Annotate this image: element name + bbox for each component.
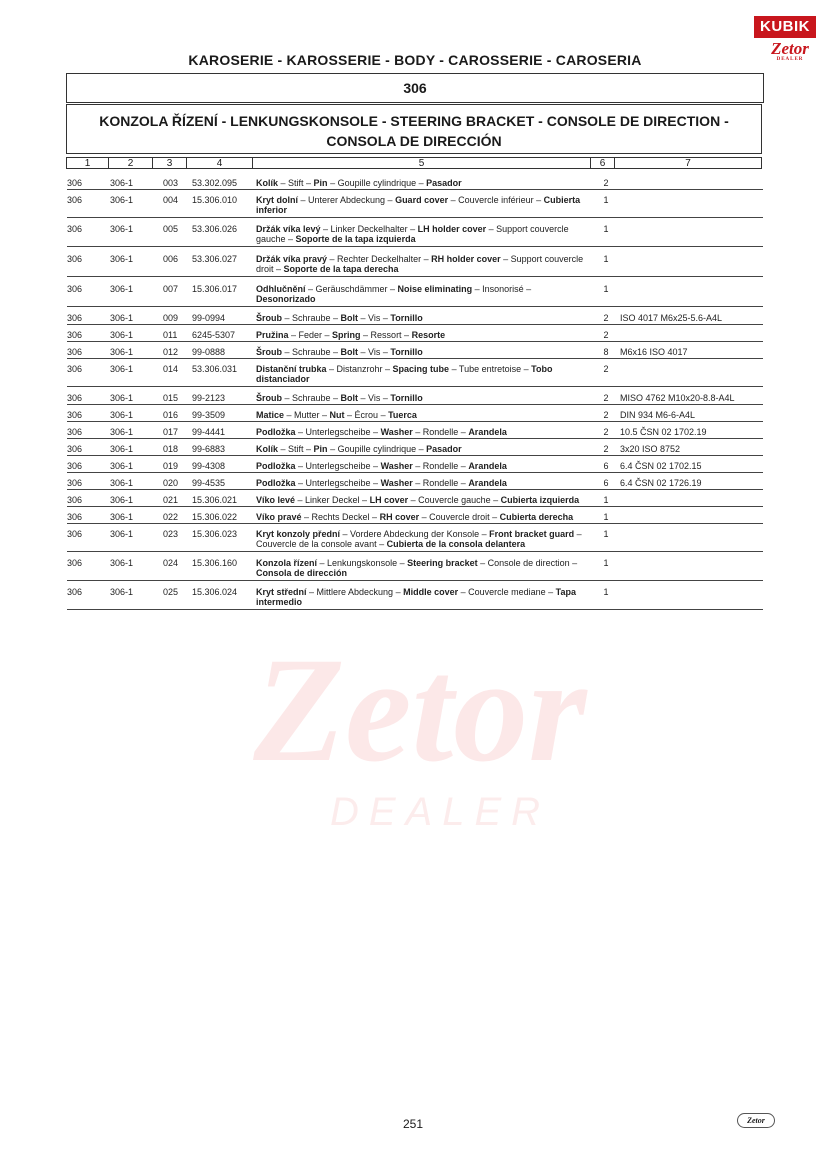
section-title-line2: CONSOLA DE DIRECCIÓN (326, 133, 502, 149)
description-part-e: Bolt (340, 313, 359, 323)
description-part-f: Tornillo (390, 347, 423, 357)
cell-description (256, 330, 586, 340)
cell-c2: 306-1 (110, 410, 134, 420)
description-part-e: Washer (380, 427, 413, 437)
cell-c4: 15.306.022 (192, 512, 238, 522)
kubik-logo: KUBIK (754, 16, 816, 38)
description-part-d: – Unterlegscheibe – (295, 461, 381, 471)
description-part-f: Cubierta inferior (256, 195, 581, 215)
cell-c4: 6245-5307 (192, 330, 236, 340)
description-part-d2: – Vis – (358, 393, 391, 403)
cell-quantity: 1 (603, 495, 609, 505)
cell-c4: 99-0888 (192, 347, 226, 357)
cell-description (256, 254, 586, 274)
cell-note: MISO 4762 M10x20-8.8-A4L (620, 393, 735, 403)
description-part-b: Kolík (256, 444, 279, 454)
cell-description (256, 393, 586, 403)
cell-quantity: 1 (603, 224, 609, 234)
cell-quantity: 2 (603, 393, 609, 403)
column-header-2: 2 (108, 157, 152, 169)
description-part-f: Arandela (468, 427, 507, 437)
cell-description (256, 364, 586, 384)
cell-description (256, 347, 586, 357)
row-rule (67, 438, 763, 439)
cell-quantity: 1 (603, 558, 609, 568)
row-rule (67, 489, 763, 490)
cell-description (256, 529, 586, 549)
cell-quantity: 1 (603, 254, 609, 264)
description-part-e: Washer (380, 478, 413, 488)
row-rule (67, 609, 763, 610)
description-part-b: Držák víka levý (256, 224, 321, 234)
row-rule (67, 455, 763, 456)
cell-c1: 306 (67, 224, 83, 234)
description-part-b: Distanční trubka (256, 364, 327, 374)
cell-quantity: 1 (603, 587, 609, 597)
cell-quantity: 8 (603, 347, 609, 357)
cell-quantity: 1 (603, 284, 609, 294)
column-header-7: 7 (614, 157, 762, 169)
description-part-b: Kryt dolní (256, 195, 298, 205)
row-rule (67, 472, 763, 473)
cell-description (256, 558, 586, 578)
description-part-d2: – Console de direction – (477, 558, 578, 568)
cell-c4: 15.306.010 (192, 195, 238, 205)
description-part-b: Kryt střední (256, 587, 307, 597)
description-part-d2: – Rondelle – (412, 461, 469, 471)
page-header-title: KAROSERIE - KAROSSERIE - BODY - CAROSSERIE - CAROSERIA (188, 52, 642, 68)
row-rule (67, 404, 763, 405)
cell-c4: 53.302.095 (192, 178, 238, 188)
description-part-b: Šroub (256, 347, 282, 357)
cell-note: ISO 4017 M6x25-5.6-A4L (620, 313, 723, 323)
column-header-5: 5 (252, 157, 590, 169)
description-part-b: Odhlučnění (256, 284, 306, 294)
cell-c2: 306-1 (110, 444, 134, 454)
row-rule (67, 306, 763, 307)
cell-c2: 306-1 (110, 529, 134, 539)
description-part-d: – Linker Deckelhalter – (320, 224, 418, 234)
description-part-d2: – Couvercle droit – (419, 512, 500, 522)
cell-c2: 306-1 (110, 195, 134, 205)
description-part-b: Podložka (256, 427, 296, 437)
description-part-d2: – Vis – (358, 347, 391, 357)
description-part-d: – Schraube – (282, 313, 341, 323)
cell-c4: 99-6883 (192, 444, 226, 454)
description-part-d: – Unterlegscheibe – (295, 478, 381, 488)
cell-c3: 003 (163, 178, 179, 188)
description-part-e: Spacing tube (392, 364, 450, 374)
description-part-e: Nut (329, 410, 345, 420)
row-rule (67, 358, 763, 359)
cell-c1: 306 (67, 178, 83, 188)
cell-c1: 306 (67, 461, 83, 471)
cell-c4: 15.306.023 (192, 529, 238, 539)
cell-description (256, 178, 586, 188)
description-part-d: – Mutter – (284, 410, 330, 420)
description-part-f: Pasador (426, 178, 462, 188)
description-part-d2: – Tube entretoise – (449, 364, 532, 374)
description-part-b: Matice (256, 410, 285, 420)
cell-c3: 009 (163, 313, 179, 323)
cell-c2: 306-1 (110, 284, 134, 294)
cell-quantity: 1 (603, 529, 609, 539)
section-title-line1: KONZOLA ŘÍZENÍ - LENKUNGSKONSOLE - STEERING BRACKET - CONSOLE DE DIRECTION - (99, 113, 729, 129)
cell-c4: 15.306.160 (192, 558, 238, 568)
cell-note: M6x16 ISO 4017 (620, 347, 688, 357)
cell-quantity: 2 (603, 444, 609, 454)
description-part-b: Pružina (256, 330, 289, 340)
description-part-d: – Stift – (278, 444, 314, 454)
description-part-e: Front bracket guard (489, 529, 575, 539)
cell-quantity: 1 (603, 195, 609, 205)
cell-c2: 306-1 (110, 393, 134, 403)
description-part-f: Consola de dirección (256, 568, 348, 578)
row-rule (67, 421, 763, 422)
cell-c2: 306-1 (110, 254, 134, 264)
cell-quantity: 2 (603, 410, 609, 420)
cell-c2: 306-1 (110, 512, 134, 522)
description-part-d2: – Goupille cylindrique – (327, 178, 427, 188)
cell-c2: 306-1 (110, 558, 134, 568)
cell-quantity: 1 (603, 512, 609, 522)
cell-c1: 306 (67, 313, 83, 323)
cell-c1: 306 (67, 529, 83, 539)
description-part-f: Tapa intermedio (256, 587, 576, 607)
cell-description (256, 587, 586, 607)
cell-c3: 005 (163, 224, 179, 234)
cell-c3: 018 (163, 444, 179, 454)
description-part-d: – Lenkungskonsole – (317, 558, 408, 568)
cell-c3: 012 (163, 347, 179, 357)
description-part-f: Cubierta derecha (499, 512, 574, 522)
description-part-d: – Rechts Deckel – (301, 512, 380, 522)
cell-c3: 023 (163, 529, 179, 539)
description-part-e: LH cover (369, 495, 409, 505)
cell-c3: 020 (163, 478, 179, 488)
cell-c2: 306-1 (110, 313, 134, 323)
cell-c3: 014 (163, 364, 179, 374)
section-title-box (66, 104, 762, 154)
description-part-f: Soporte de la tapa izquierda (295, 234, 416, 244)
cell-c4: 15.306.024 (192, 587, 238, 597)
cell-c4: 15.306.021 (192, 495, 238, 505)
description-part-d: – Rechter Deckelhalter – (327, 254, 432, 264)
cell-quantity: 2 (603, 313, 609, 323)
cell-description (256, 313, 586, 323)
zetor-watermark (140, 620, 700, 840)
cell-c4: 99-4441 (192, 427, 226, 437)
description-part-f: Cubierta izquierda (500, 495, 580, 505)
description-part-b: Šroub (256, 393, 282, 403)
row-rule (67, 217, 763, 218)
cell-description (256, 224, 586, 244)
cell-c4: 99-3509 (192, 410, 226, 420)
description-part-f: Soporte de la tapa derecha (283, 264, 399, 274)
description-part-e: LH holder cover (417, 224, 487, 234)
description-part-b: Víko levé (256, 495, 296, 505)
description-part-d2: – Vis – (358, 313, 391, 323)
description-part-b: Podložka (256, 478, 296, 488)
description-part-b: Držák víka pravý (256, 254, 328, 264)
cell-note: 6.4 ČSN 02 1702.15 (620, 461, 702, 471)
description-part-d: – Mittlere Abdeckung – (306, 587, 404, 597)
cell-c4: 15.306.017 (192, 284, 238, 294)
group-number-box: 306 (66, 73, 764, 103)
row-rule (67, 386, 763, 387)
cell-c4: 53.306.026 (192, 224, 238, 234)
cell-quantity: 2 (603, 178, 609, 188)
cell-description (256, 478, 586, 488)
cell-c2: 306-1 (110, 495, 134, 505)
description-part-d: – Stift – (278, 178, 314, 188)
description-part-f: Tornillo (390, 313, 423, 323)
row-rule (67, 324, 763, 325)
cell-quantity: 6 (603, 461, 609, 471)
column-header-6: 6 (590, 157, 614, 169)
cell-c1: 306 (67, 347, 83, 357)
cell-c2: 306-1 (110, 224, 134, 234)
description-part-d2: – Rondelle – (412, 427, 469, 437)
cell-description (256, 427, 586, 437)
cell-quantity: 2 (603, 330, 609, 340)
cell-quantity: 2 (603, 427, 609, 437)
page-number: 251 (402, 1117, 424, 1131)
cell-c3: 011 (163, 330, 178, 340)
description-part-f: Cubierta de la consola delantera (386, 539, 526, 549)
cell-description (256, 495, 586, 505)
cell-c3: 022 (163, 512, 179, 522)
cell-quantity: 6 (603, 478, 609, 488)
cell-c1: 306 (67, 254, 83, 264)
cell-c3: 006 (163, 254, 179, 264)
cell-c2: 306-1 (110, 478, 134, 488)
cell-c3: 017 (163, 427, 179, 437)
cell-c3: 015 (163, 393, 179, 403)
cell-description (256, 410, 586, 420)
description-part-f: Arandela (468, 461, 507, 471)
description-part-d2: – Insonorisé – (472, 284, 532, 294)
cell-c4: 53.306.027 (192, 254, 238, 264)
description-part-e: Guard cover (395, 195, 449, 205)
cell-c1: 306 (67, 444, 83, 454)
description-part-d: – Schraube – (282, 393, 341, 403)
description-part-e: RH cover (379, 512, 420, 522)
description-part-e: Washer (380, 461, 413, 471)
row-rule (67, 276, 763, 277)
column-header-1: 1 (66, 157, 108, 169)
cell-c2: 306-1 (110, 178, 134, 188)
cell-c3: 007 (163, 284, 179, 294)
cell-c3: 004 (163, 195, 179, 205)
description-part-d2: – Écrou – (344, 410, 389, 420)
description-part-e: Pin (313, 444, 328, 454)
description-part-e: Bolt (340, 393, 359, 403)
description-part-d: – Geräuschdämmer – (305, 284, 398, 294)
cell-note: 10.5 ČSN 02 1702.19 (620, 427, 707, 437)
cell-c4: 99-4308 (192, 461, 226, 471)
description-part-d2: – Couvercle inférieur – (448, 195, 544, 205)
description-part-f: Arandela (468, 478, 507, 488)
cell-c3: 019 (163, 461, 179, 471)
cell-description (256, 195, 586, 215)
description-part-b: Kryt konzoly přední (256, 529, 341, 539)
description-part-d2: – Goupille cylindrique – (327, 444, 427, 454)
cell-c2: 306-1 (110, 427, 134, 437)
description-part-d2: – Couvercle gauche – (408, 495, 501, 505)
cell-c3: 016 (163, 410, 179, 420)
cell-c1: 306 (67, 478, 83, 488)
cell-c1: 306 (67, 364, 83, 374)
cell-c3: 025 (163, 587, 179, 597)
description-part-d2: – Support couvercle droit – (256, 254, 584, 274)
cell-note: 6.4 ČSN 02 1726.19 (620, 478, 702, 488)
description-part-d: – Unterlegscheibe – (295, 427, 381, 437)
description-part-f: Desonorizado (256, 294, 316, 304)
cell-c2: 306-1 (110, 587, 134, 597)
cell-c2: 306-1 (110, 364, 134, 374)
description-part-d: – Schraube – (282, 347, 341, 357)
description-part-f: Tobo distanciador (256, 364, 553, 384)
description-part-e: Spring (332, 330, 361, 340)
cell-c1: 306 (67, 284, 83, 294)
cell-note: 3x20 ISO 8752 (620, 444, 681, 454)
cell-c3: 024 (163, 558, 179, 568)
description-part-e: Noise eliminating (397, 284, 473, 294)
row-rule (67, 506, 763, 507)
description-part-b: Víko pravé (256, 512, 302, 522)
description-part-f: Pasador (426, 444, 462, 454)
row-rule (67, 341, 763, 342)
column-header-3: 3 (152, 157, 186, 169)
row-rule (67, 246, 763, 247)
cell-c1: 306 (67, 427, 83, 437)
row-rule (67, 551, 763, 552)
cell-c4: 99-0994 (192, 313, 226, 323)
cell-c4: 99-2123 (192, 393, 226, 403)
cell-c4: 99-4535 (192, 478, 226, 488)
cell-c2: 306-1 (110, 461, 134, 471)
description-part-d2: – Couvercle mediane – (458, 587, 556, 597)
cell-c2: 306-1 (110, 347, 134, 357)
description-part-b: Podložka (256, 461, 296, 471)
description-part-e: Bolt (340, 347, 359, 357)
cell-c1: 306 (67, 393, 83, 403)
cell-description (256, 444, 586, 454)
row-rule (67, 580, 763, 581)
description-part-e: Pin (313, 178, 328, 188)
column-header-4: 4 (186, 157, 252, 169)
cell-c3: 021 (163, 495, 179, 505)
description-part-e: Middle cover (403, 587, 459, 597)
description-part-d: – Vordere Abdeckung der Konsole – (340, 529, 490, 539)
description-part-d: – Feder – (288, 330, 333, 340)
cell-c1: 306 (67, 587, 83, 597)
description-part-d2: – Couvercle de la console avant – (256, 529, 582, 549)
footer-zetor-logo: Zetor (737, 1113, 775, 1128)
cell-c1: 306 (67, 195, 83, 205)
description-part-f: Tuerca (388, 410, 417, 420)
description-part-f: Tornillo (390, 393, 423, 403)
description-part-d2: – Support couvercle gauche – (256, 224, 569, 244)
description-part-d2: – Ressort – (360, 330, 412, 340)
description-part-e: RH holder cover (431, 254, 501, 264)
cell-c2: 306-1 (110, 330, 134, 340)
cell-note: DIN 934 M6-6-A4L (620, 410, 696, 420)
cell-c1: 306 (67, 410, 83, 420)
description-part-b: Kolík (256, 178, 279, 188)
watermark-zetor-text: Zetor (253, 627, 587, 793)
row-rule (67, 523, 763, 524)
zetor-dealer-logo: Zetor DEALER (771, 39, 809, 62)
cell-description (256, 284, 586, 304)
description-part-d: – Distanzrohr – (326, 364, 393, 374)
description-part-d: – Linker Deckel – (295, 495, 370, 505)
description-part-f: Resorte (411, 330, 446, 340)
description-part-d2: – Rondelle – (412, 478, 469, 488)
row-rule (67, 189, 763, 190)
description-part-e: Steering bracket (407, 558, 478, 568)
cell-c1: 306 (67, 558, 83, 568)
cell-c1: 306 (67, 330, 83, 340)
description-part-d: – Unterer Abdeckung – (298, 195, 396, 205)
cell-c1: 306 (67, 495, 83, 505)
cell-c4: 53.306.031 (192, 364, 238, 374)
description-part-b: Šroub (256, 313, 282, 323)
cell-quantity: 2 (603, 364, 609, 374)
description-part-b: Konzola řízení (256, 558, 318, 568)
watermark-dealer-text: DEALER (329, 790, 551, 834)
cell-c1: 306 (67, 512, 83, 522)
cell-description (256, 461, 586, 471)
cell-description (256, 512, 586, 522)
